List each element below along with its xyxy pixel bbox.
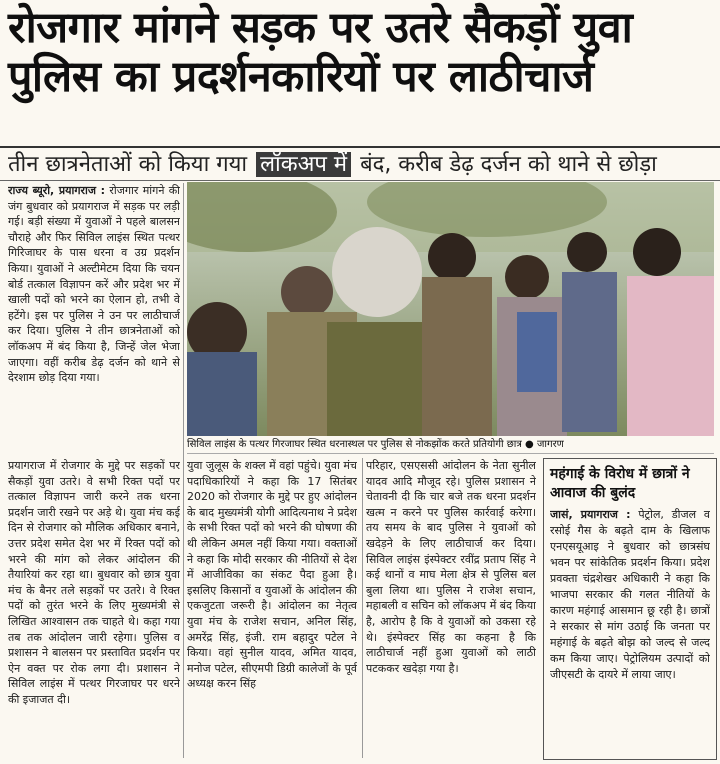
photo-caption: सिविल लाइंस के पत्थर गिरजाघर स्थित धरनास्थल पर पुलिस से नोकझोंक करते प्रतियोगी छात्र ● जागरण xyxy=(187,437,714,454)
subhead-before: तीन छात्रनेताओं को किया गया xyxy=(8,152,248,177)
column-divider xyxy=(183,183,184,758)
subheadline xyxy=(8,150,712,184)
column-divider xyxy=(362,458,363,758)
sidebar-title: महंगाई के विरोध में छात्रों ने आवाज की बुलंद xyxy=(550,466,690,501)
dateline: राज्य ब्यूरो, प्रयागराज : xyxy=(8,184,106,197)
body-column-3: परिहार, एसएससी आंदोलन के नेता सुनील यादव आदि मौजूद रहे। पुलिस प्रशासन ने चेतावनी दी कि चार बजे तक धरना प्रदर्शन खत्म न करने पर पुलिस कार्रवाई करेगा। तय समय के बाद पुलिस ने युवाओं को खदेड़ने के लिए लाठीचार्ज कर दिया। सिविल लाइंस इंस्पेक्टर रवींद्र प्रताप सिंह ने कई थानों व माघ मेला क्षेत्र से पुलिस बल बुला लिया था। पुलिस ने राजेश सचान, महाबली व सचिन को लॉकअप में बंद किया है, आरोप है कि वे युवाओं को उकसा रहे थे। इंस्पेक्टर सिंह का कहना है कि लाठीचार्ज नहीं हुआ युवाओं को लाठी पटककर खदेड़ा गया है। xyxy=(366,459,536,675)
sidebar-news-box xyxy=(543,458,717,760)
protest-crowd-photo xyxy=(187,182,714,436)
sidebar-dateline: जासं, प्रयागराज : xyxy=(550,508,631,521)
sidebar-body xyxy=(550,507,710,737)
intro-column xyxy=(8,183,180,441)
subhead-rule xyxy=(0,180,720,181)
subhead-highlight: लॉकअप में xyxy=(256,152,351,177)
headline-rule xyxy=(0,146,720,148)
intro-text: रोजगार मांगने की जंग बुधवार को प्रयागराज में सड़क पर लड़ी गई। बड़ी संख्या में युवाओं ने पहले बालसन चौराहे और फिर सिविल लाइंस स्थित पत्थर गिरिजाघर के पास धरना व उग्र प्रदर्शन किया। युवाओं ने अल्टीमेटम दिया कि चयन बोर्ड तत्काल विज्ञापन करें और प्रदेश भर में खाली पदों को भरने का ऐलान हो, तभी वे हटेंगे। इस पर पुलिस ने उन पर लाठीचार्ज कर दिया। पुलिस ने तीन छात्रनेताओं को लॉकअप में बंद किया है, जिन्हें जेल भेजा जाएगा। वहीं करीब डेढ़ दर्जन को थाने से देरशाम छोड़ दिया गया। xyxy=(8,184,180,385)
sidebar-text: पेट्रोल, डीजल व रसोई गैस के बढ़ते दाम के खिलाफ एनएसयूआइ ने बुधवार को छात्रसंघ भवन पर सांकेतिक प्रदर्शन किया। प्रदेश प्रवक्ता चंद्रशेखर अधिकारी ने कहा कि भाजपा सरकार की गलत नीतियों के कारण महंगाई आसमान छू रही है। छात्रों ने सरकार से मांग उठाई कि जनता पर महंगाई के बढ़ते बोझ को जल्द से जल्द कम किया जाए। पेट्रोलियम उत्पादों को जीएसटी के दायरे में लाया जाए। xyxy=(550,508,710,681)
news-photo xyxy=(187,182,714,436)
headline: रोजगार मांगने सड़क पर उतरे सैकड़ों युवा पुलिस का प्रदर्शनकारियों पर लाठीचार्ज xyxy=(8,3,633,102)
body-column-1: प्रयागराज में रोजगार के मुद्दे पर सड़कों पर सैकड़ों युवा उतरे। वे सभी रिक्त पदों पर तत्काल विज्ञापन जारी करने तक धरना प्रदर्शन जारी रखने पर अड़े थे। युवा मंच कई दिन से रोजगार को मौलिक अधिकार बनाने, उत्तर प्रदेश समेत देश भर में रिक्त पदों को भरने की मांग को लेकर आंदोलन की तैयारियां कर रहा था। बुधवार को छात्र युवा मंच के बैनर तले सड़कों पर उतरे। वे रिक्त पदों को तुरंत भरने के लिए मुख्यमंत्री से लिखित आश्वासन तक चाहते थे। कहा गया तब तक आंदोलन जारी रहेगा। पुलिस व प्रशासन ने बालसन पर प्रस्तावित प्रदर्शन पर ऐन वक्त पर रोक लगा दी। प्रशासन ने सिविल लाइंस में पत्थर गिरजाघर पर धरने की इजाजत दी। xyxy=(8,459,180,706)
subhead-after: बंद, करीब डेढ़ दर्जन को थाने से छोड़ा xyxy=(360,152,657,177)
body-column-2: युवा जुलूस के शक्ल में वहां पहुंचे। युवा मंच पदाधिकारियों ने कहा कि 17 सितंबर 2020 को रोजगार के मुद्दे पर हुए आंदोलन के बाद मुख्यमंत्री योगी आदित्यनाथ ने प्रदेश के सभी रिक्त पदों को भरने की घोषणा की थी लेकिन अमल नहीं किया गया। वक्ताओं ने कहा कि मोदी सरकार की नीतियों से देश में आजीविका का संकट पैदा हुआ है। इसलिए किसानों व युवाओं के आंदोलन की एकजुटता जरूरी है। आंदोलन का नेतृत्व युवा मंच के राजेश सचान, अनिल सिंह, अमरेंद्र सिंह, इंजी. राम बहादुर पटेल ने किया। वहां सुनील यादव, अमित यादव, मनोज पटेल, सीएमपी डिग्री कालेजों के पूर्व अध्यक्ष करन सिंह xyxy=(187,459,357,691)
